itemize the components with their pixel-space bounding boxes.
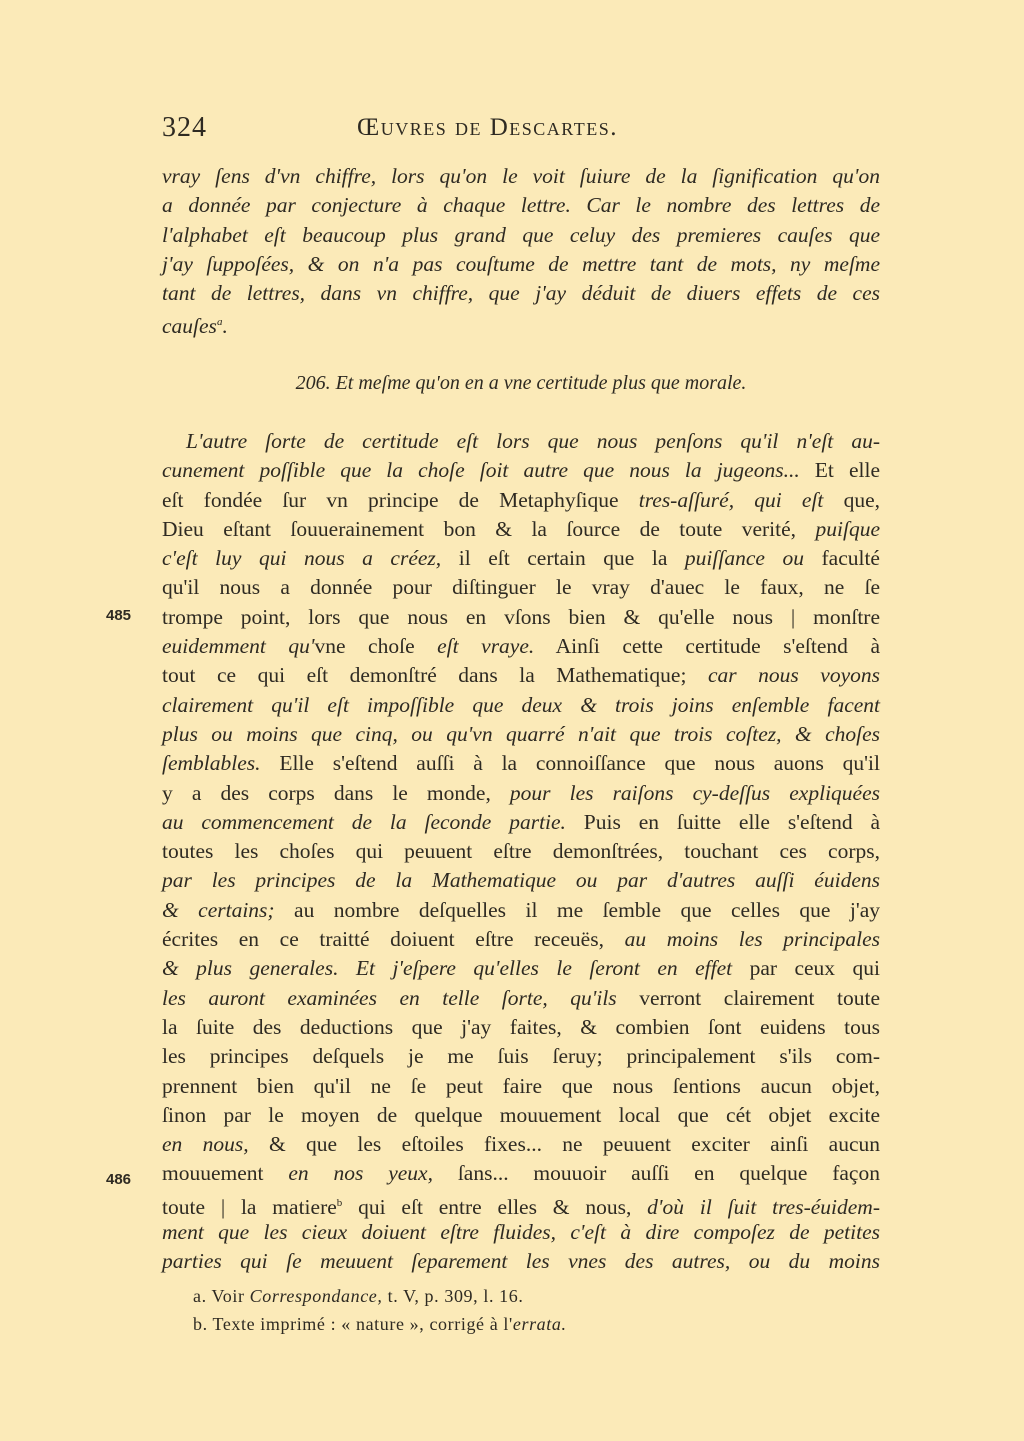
margin-page-number: 486 <box>106 1171 132 1188</box>
text-segment: au nombre deſquelles il me ſemble que celles que j'ay <box>274 897 880 922</box>
text-line <box>162 837 880 866</box>
text-segment: par ceux qui <box>732 956 880 981</box>
text-segment: euidemment qu' <box>162 634 315 659</box>
text-line <box>162 544 880 573</box>
page-header <box>162 112 880 148</box>
text-segment: . <box>222 314 228 339</box>
text-segment: ſemblables. <box>162 751 261 776</box>
text-line <box>162 427 880 456</box>
text-line <box>162 808 880 837</box>
text-segment: que, <box>823 487 880 512</box>
text-segment: parties qui ſe meuuent ſeparement les vnes des autres, ou du moins <box>162 1249 880 1274</box>
text-segment: Texte imprimé : « nature », corrigé à l' <box>212 1314 513 1334</box>
text-segment: Ainſi cette certitude s'eſtend à <box>534 634 880 659</box>
top-paragraph <box>162 162 880 338</box>
text-segment: Elle s'eſtend auſſi à la connoiſſance que nous auons qu'il <box>260 751 880 776</box>
text-line <box>162 866 880 895</box>
text-segment: au commencement de la ſeconde partie. <box>162 809 566 834</box>
footnote-marker: b <box>336 1196 343 1209</box>
text-segment: errata. <box>512 1314 567 1334</box>
text-segment: eſt vraye. <box>437 634 535 659</box>
text-segment: Voir <box>211 1286 250 1306</box>
text-line <box>162 1247 880 1276</box>
text-segment: toutes les choſes qui peuuent eſtre demonſtrées, touchant ces corps, <box>162 839 880 864</box>
text-line: l'alphabet eſt beaucoup plus grand que celuy des premieres cauſes que <box>162 222 880 247</box>
text-segment: y a des corps dans le monde, <box>162 780 510 805</box>
text-line <box>162 456 880 485</box>
text-line <box>162 720 880 749</box>
text-line <box>162 779 880 808</box>
text-segment: toute | la matiere <box>162 1194 337 1219</box>
footnote <box>193 1282 567 1310</box>
text-line <box>162 661 880 690</box>
text-segment: vne choſe <box>314 634 438 659</box>
text-line <box>162 691 880 720</box>
text-segment: plus ou moins que cinq, ou qu'vn quarré n'ait que trois coſtez, & choſes <box>162 721 880 746</box>
text-segment: cauſes <box>162 314 217 339</box>
text-segment: il eſt certain que la <box>441 546 685 571</box>
text-line: j'ay ſuppoſées, & on n'a pas couſtume de mettre tant de mots, ny meſme <box>162 251 880 276</box>
text-line <box>162 1159 880 1188</box>
text-segment: puiſque <box>815 516 880 541</box>
text-line <box>162 1218 880 1247</box>
text-segment: prennent bien qu'il ne ſe peut faire que nous ſentions aucun objet, <box>162 1073 880 1098</box>
text-line <box>162 486 880 515</box>
text-segment: & que les eſtoiles fixes... ne peuuent exciter ainſi aucun <box>248 1132 880 1157</box>
footnote <box>193 1310 567 1338</box>
text-segment: faculté <box>803 546 880 571</box>
section-heading: 206. Et meſme qu'on en a vne certitude plus que morale. <box>295 372 747 394</box>
text-segment: la ſuite des deductions que j'ay faites, & combien ſont euidens tous <box>162 1014 880 1039</box>
text-line <box>162 1072 880 1101</box>
text-segment: les auront examinées en telle ſorte, qu'ils <box>162 985 617 1010</box>
footnote-label: b. <box>193 1314 208 1334</box>
text-segment: c'eſt luy qui nous a créez, <box>162 546 442 571</box>
text-segment: t. V, p. 309, l. 16. <box>382 1286 524 1306</box>
text-segment: écrites en ce traitté doiuent eſtre receuës, <box>162 927 625 952</box>
text-segment: & certains; <box>162 897 275 922</box>
text-segment: tout ce qui eſt demonſtré dans la Mathematique; <box>162 663 708 688</box>
footnote-marker: a <box>216 316 223 329</box>
text-line <box>162 308 880 337</box>
text-line <box>162 515 880 544</box>
text-line <box>162 603 880 632</box>
page-number: 324 <box>162 112 207 143</box>
text-segment: les principes deſquels je me ſuis ſeruy; principalement s'ils com- <box>162 1044 880 1069</box>
text-line <box>162 984 880 1013</box>
text-segment: cunement poſſible que la choſe ſoit autre que nous la jugeons... <box>162 458 800 483</box>
text-segment: Dieu eſtant ſouuerainement bon & la ſource de toute verité, <box>162 516 816 541</box>
running-title: Œuvres de Descartes. <box>357 114 618 141</box>
text-segment: tres-aſſuré, qui eſt <box>638 487 824 512</box>
text-line <box>162 1130 880 1159</box>
text-segment: Et elle <box>799 458 880 483</box>
text-segment: ment que les cieux doiuent eſtre fluides, c'eſt à dire compoſez de petites <box>162 1220 880 1245</box>
text-line: a donnée par conjecture à chaque lettre. Car le nombre des lettres de <box>162 193 880 218</box>
text-line <box>162 749 880 778</box>
text-segment: & plus generales. Et j'eſpere qu'elles le ſeront en effet <box>162 956 733 981</box>
text-segment: ſinon par le moyen de quelque mouuement local que cét objet excite <box>162 1102 880 1127</box>
text-line <box>162 1042 880 1071</box>
text-segment: trompe point, lors que nous en vſons bien & qu'elle nous | monſtre <box>162 604 880 629</box>
text-segment: mouuement <box>162 1161 289 1186</box>
text-segment: pour les raiſons cy-deſſus expliquées <box>509 780 880 805</box>
text-segment: d'où il ſuit tres-éuidem- <box>647 1194 880 1219</box>
text-line <box>162 573 880 602</box>
text-segment: Correspondance, <box>249 1286 383 1306</box>
text-segment: car nous voyons <box>707 663 881 688</box>
text-line: vray ſens d'vn chiffre, lors qu'on le voit ſuiure de la ſignification qu'on <box>162 164 880 188</box>
text-segment: ſans... mouuoir auſſi en quelque façon <box>432 1161 880 1186</box>
text-segment: verront clairement toute <box>616 985 880 1010</box>
text-segment: puiſſance ou <box>684 546 804 571</box>
text-segment: qui eſt entre elles & nous, <box>342 1194 648 1219</box>
text-line <box>162 632 880 661</box>
text-line <box>162 1101 880 1130</box>
footnotes <box>193 1282 567 1338</box>
text-segment: clairement qu'il eſt impoſſible que deux & trois joins enſemble facent <box>162 692 880 717</box>
footnote-label: a. <box>193 1286 207 1306</box>
text-line <box>162 1189 880 1218</box>
text-segment: eſt fondée ſur vn principe de Metaphyſique <box>162 487 639 512</box>
text-segment: Puis en ſuitte elle s'eſtend à <box>565 809 880 834</box>
text-segment: qu'il nous a donnée pour diſtinguer le vray d'auec le faux, ne ſe <box>162 575 880 600</box>
text-line <box>162 1013 880 1042</box>
text-line <box>162 925 880 954</box>
text-segment: au moins les principales <box>624 927 880 952</box>
text-line <box>162 954 880 983</box>
main-paragraph <box>162 427 880 1277</box>
text-segment: en nos yeux, <box>288 1161 433 1186</box>
text-line <box>162 896 880 925</box>
text-line: tant de lettres, dans vn chiffre, que j'ay déduit de diuers effets de ces <box>162 281 880 306</box>
text-segment: L'autre ſorte de certitude eſt lors que nous penſons qu'il n'eſt au- <box>186 429 880 453</box>
text-segment: par les principes de la Mathematique ou par d'autres auſſi éuidens <box>162 868 880 893</box>
text-segment: en nous, <box>162 1132 249 1157</box>
margin-page-number: 485 <box>106 607 132 624</box>
